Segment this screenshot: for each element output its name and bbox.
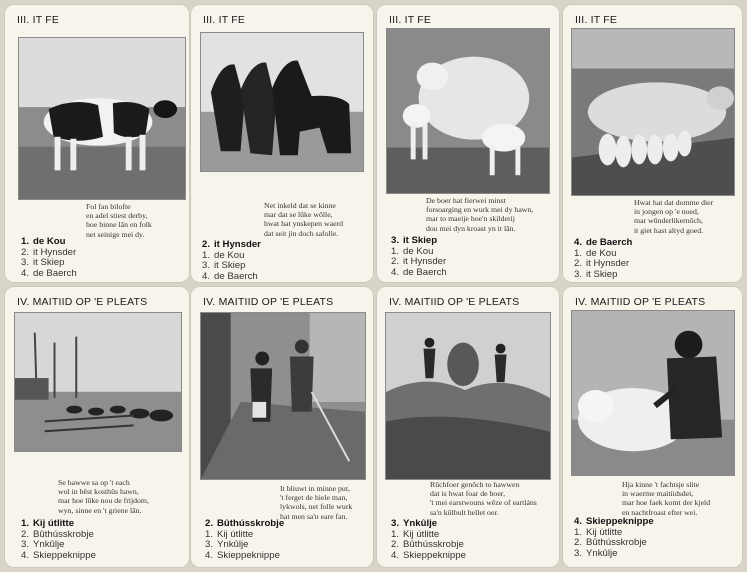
list-item: 1. de Kou	[574, 247, 617, 259]
cows-outside-photo	[14, 312, 182, 452]
list-item: 1. de Kou	[391, 245, 434, 257]
list-item: 4. de Baerch	[202, 270, 258, 282]
list-item: 1. de Kou	[21, 236, 66, 247]
list-item: 2. Bûthússkrobje	[21, 528, 94, 540]
hay-photo	[385, 312, 551, 480]
card-item-list	[21, 237, 77, 279]
list-item: 3. Ynkûlje	[391, 518, 438, 529]
list-item: 2. it Hynsder	[202, 239, 261, 250]
card-item-list	[202, 240, 261, 282]
horses-photo	[200, 32, 364, 172]
card-item-list	[205, 519, 284, 561]
list-item: 4. de Baerch	[21, 267, 77, 279]
list-item: 2. Bûthússkrobje	[391, 539, 464, 551]
list-item: 3. it Skiep	[574, 268, 618, 280]
list-item: 4. de Baerch	[391, 266, 447, 278]
list-item: 4. Skieppeknippe	[574, 516, 654, 527]
list-item: 3. Ynkûlje	[574, 547, 618, 559]
list-item: 2. it Hynsder	[21, 246, 77, 258]
card-header: IV. MAITIID OP 'E PLEATS	[203, 296, 334, 308]
list-item: 1. Kij útlitte	[574, 526, 623, 538]
list-item: 3. it Skiep	[202, 260, 246, 272]
card-header: IV. MAITIID OP 'E PLEATS	[575, 296, 706, 308]
card-verse: Se hawwe sa op 't each wol in bêst kosthûs hawn, mar hoe lûke nou de frijdom, wyn, sinne en 't griene lân.	[58, 478, 149, 515]
card-verse: Net inkeld dat se kinne mar dat se lûke wôlle, hwat hat ynskepen waerd dat seit jin doch safolle.	[264, 201, 344, 238]
card-kij-utlitte[interactable]	[4, 286, 190, 568]
list-item: 2. Bûthússkrobje	[205, 518, 285, 529]
list-item: 1. de Kou	[202, 249, 245, 261]
card-header: III. IT FE	[203, 14, 246, 26]
card-item-list	[391, 236, 447, 278]
list-item: 1. Kij útlitte	[391, 528, 440, 540]
list-item: 1. Kij útlitte	[21, 518, 75, 529]
card-verse: Hwat hat dat domme dier in jongen op 'e noed, mar wûnderlikernôch, it giet hast altyd goed.	[634, 198, 714, 235]
card-item-list	[21, 519, 96, 561]
card-header: III. IT FE	[389, 14, 432, 26]
card-buthusskrobje[interactable]	[190, 286, 374, 568]
sheep-photo	[386, 28, 550, 194]
pig-photo	[571, 28, 735, 196]
list-item: 4. Skieppeknippe	[21, 549, 96, 561]
list-item: 3. Ynkûlje	[21, 539, 65, 551]
card-de-kou[interactable]	[4, 4, 190, 283]
card-header: III. IT FE	[17, 14, 60, 26]
card-header: III. IT FE	[575, 14, 618, 26]
list-item: 4. de Baerch	[574, 237, 633, 248]
card-header: IV. MAITIID OP 'E PLEATS	[17, 296, 148, 308]
card-item-list	[574, 517, 654, 559]
card-item-list	[574, 238, 632, 280]
list-item: 1. Kij útlitte	[205, 528, 254, 540]
card-verse: De boer hat fierwei minst forsoarging en wurk mei dy hawn, mar to maeije hoe'n skilderij dou mei dyn kroast yn it lân.	[426, 196, 534, 233]
list-item: 2. it Hynsder	[391, 256, 447, 268]
sheep-shearing-photo	[571, 310, 735, 476]
barn-scrubbing-photo	[200, 312, 366, 480]
card-it-skiep[interactable]	[376, 4, 560, 283]
list-item: 3. it Skiep	[21, 257, 65, 269]
list-item: 4. Skieppeknippe	[205, 549, 280, 561]
card-skieppeknippe[interactable]	[562, 286, 743, 568]
list-item: 2. it Hynsder	[574, 258, 630, 270]
card-verse: It bliuwt in minne put, 't ferget de hiele man, lykwols, net folle wurk hat men sa'n eare fan.	[280, 484, 353, 521]
card-verse: Rûchfoer genôch to hawwen dat is hwat foar de boer, 't mei earstwouns wêze of eartláns sa'n kûlbult hellet oer.	[430, 480, 537, 517]
list-item: 4. Skieppeknippe	[391, 549, 466, 561]
cow-photo	[18, 37, 186, 200]
card-item-list	[391, 519, 466, 561]
card-header: IV. MAITIID OP 'E PLEATS	[389, 296, 520, 308]
card-de-baerch[interactable]	[562, 4, 743, 283]
list-item: 3. it Skiep	[391, 235, 438, 246]
card-verse: Hja kinne 't fachtsje slite in waerme maitiidsdei, mar hoe faek komt der kjeld en nachtfroast efter wei.	[622, 480, 711, 517]
card-it-hynsder[interactable]	[190, 4, 374, 283]
card-verse: Fol fan bilofte en adel stiest derby, hoe binne lân en folk net seinige mei dy.	[86, 202, 152, 239]
card-ynkulje[interactable]	[376, 286, 560, 568]
list-item: 2. Bûthússkrobje	[574, 537, 647, 549]
list-item: 3. Ynkûlje	[205, 539, 249, 551]
